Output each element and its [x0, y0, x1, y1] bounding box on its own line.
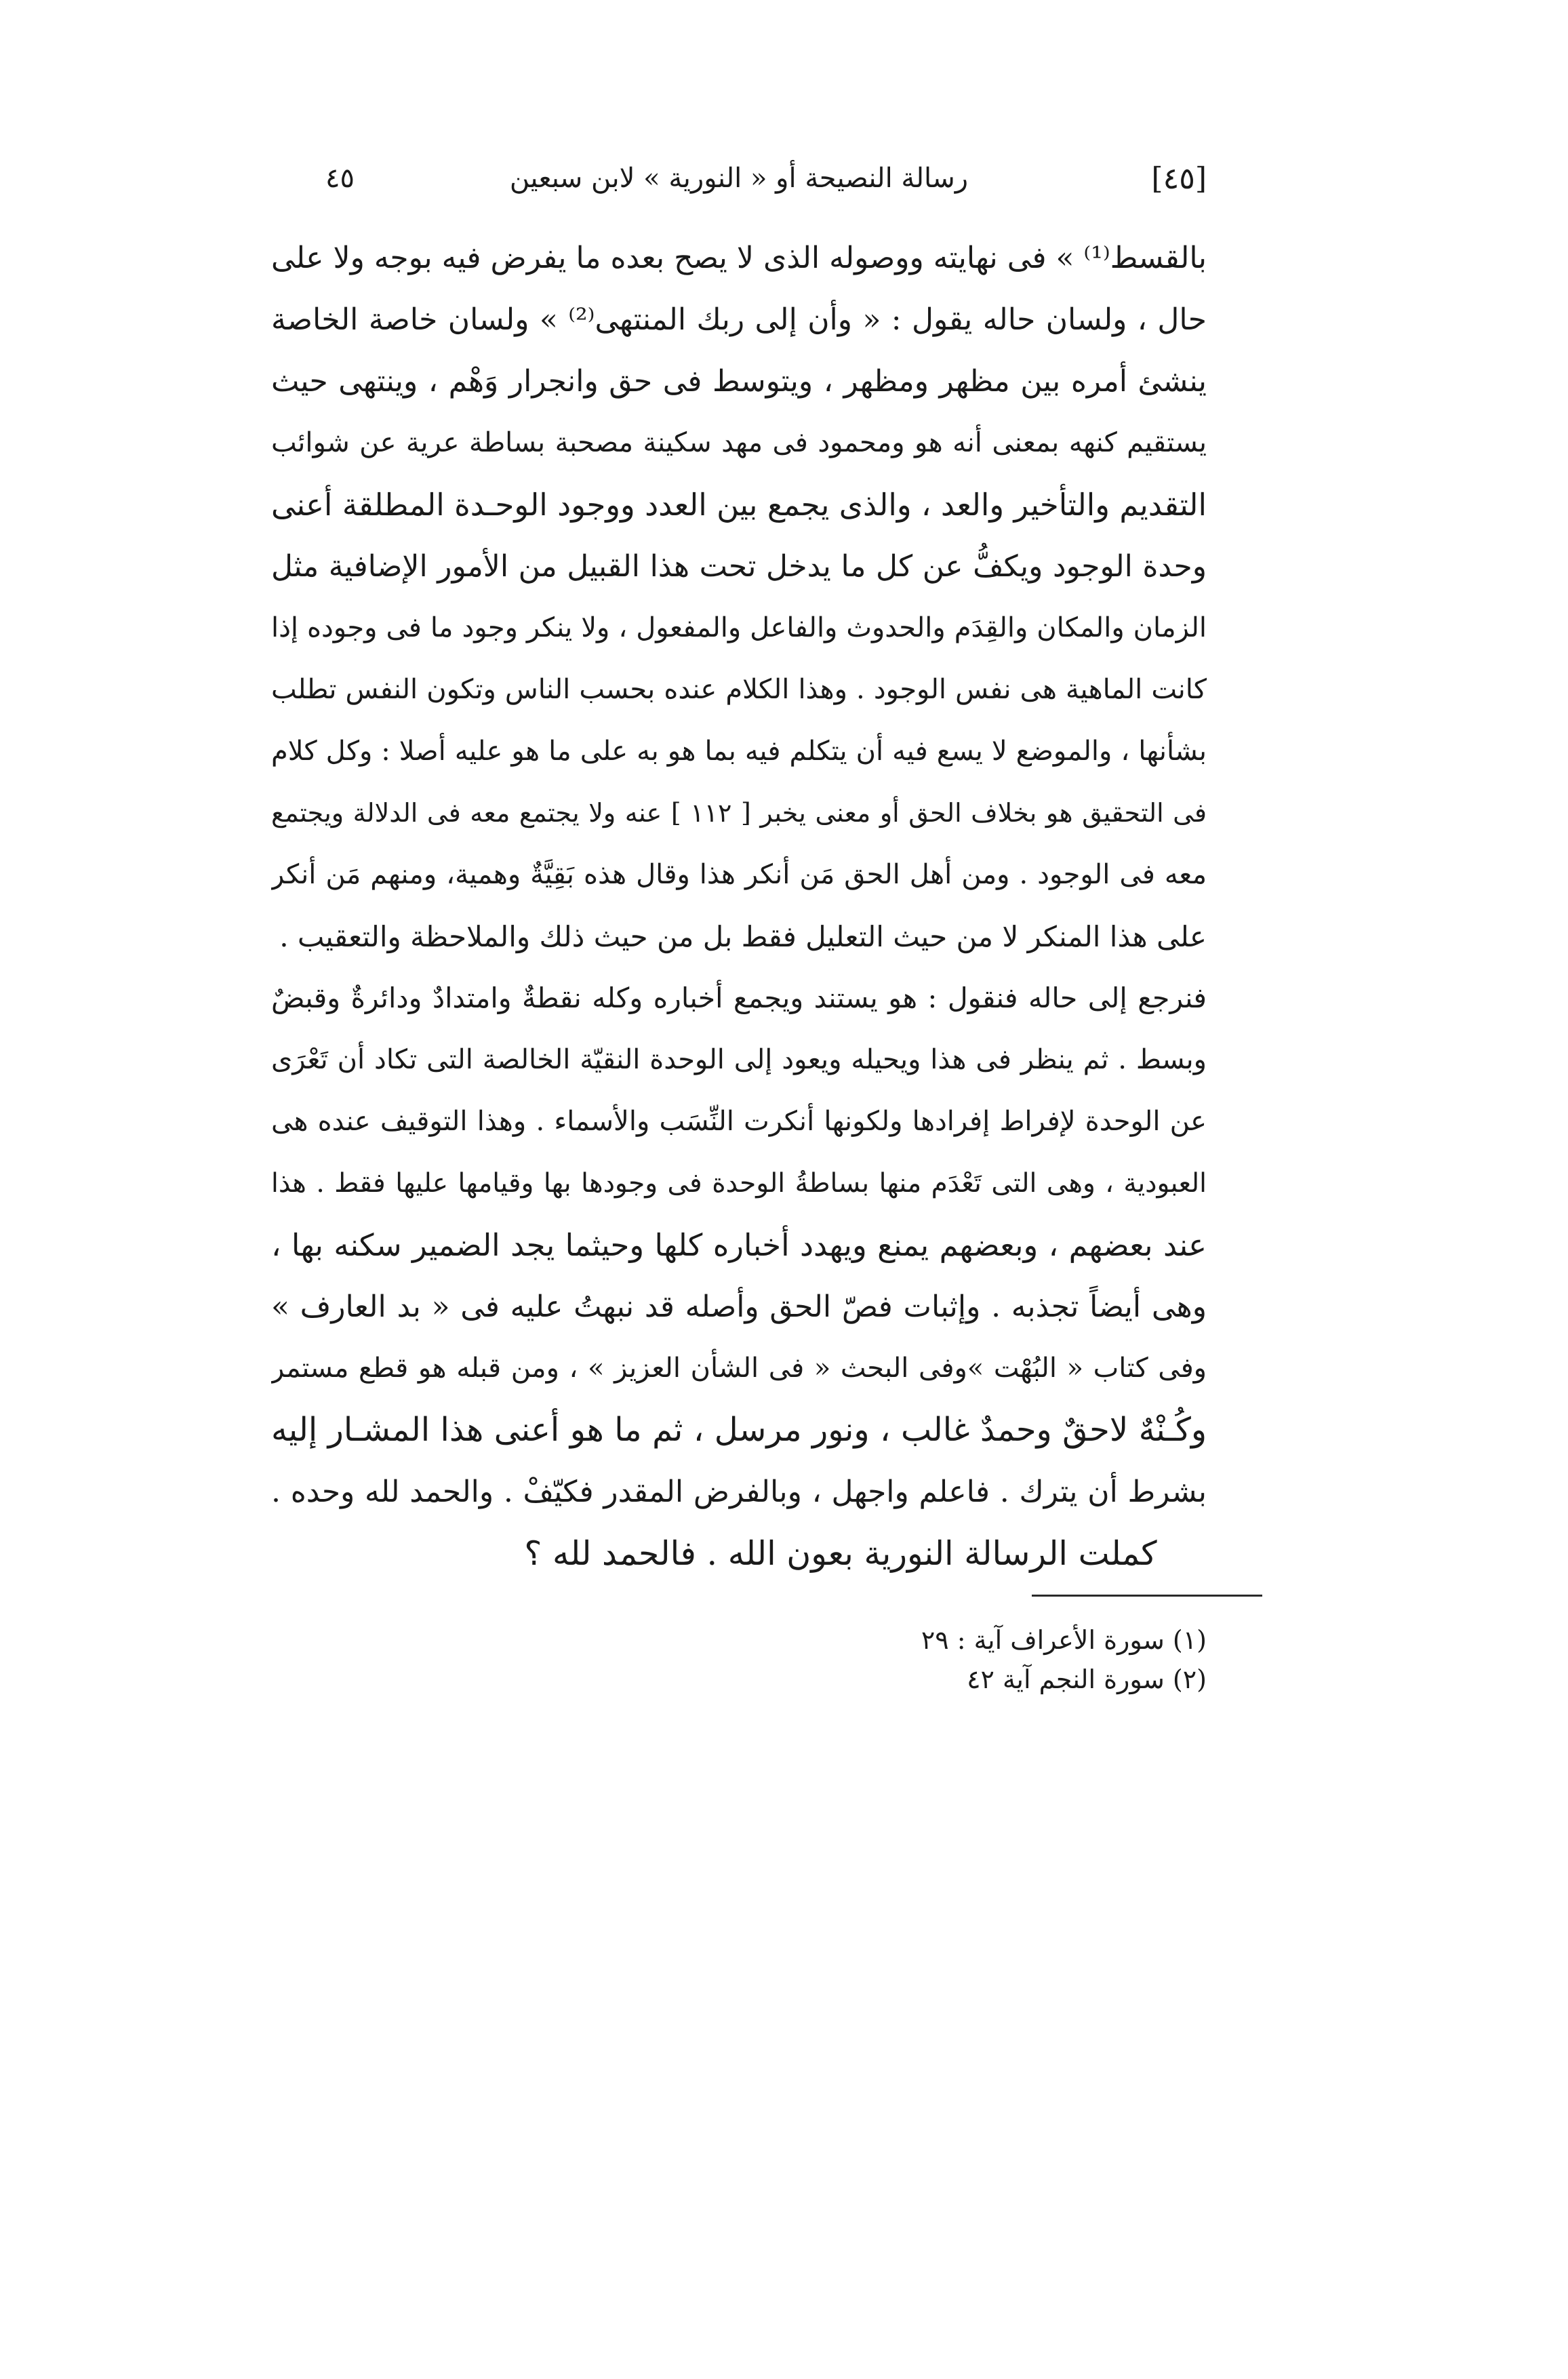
text-line: بشأنها ، والموضع لا يسع فيه أن يتكلم فيه بما هو به على ما هو عليه أصلا : وكل كلام: [271, 736, 1207, 767]
text-line: ينشئ أمره بين مظهر ومظهر ، ويتوسط فى حق وانجرار وَهْم ، وينتهى حيث: [271, 364, 1207, 399]
text-line: يستقيم كنهه بمعنى أنه هو ومحمود فى مهد سكينة مصحبة بساطة عرية عن شوائب: [271, 427, 1207, 458]
text-line: وكُـنْهٌ لاحقٌ وحمدٌ غالب ، ونور مرسل ، ثم ما هو أعنى هذا المشـار إليه: [271, 1411, 1207, 1449]
footnote: (٢) سورة النجم آية ٤٢: [967, 1664, 1207, 1694]
text-line: معه فى الوجود . ومن أهل الحق مَن أنكر هذا وقال هذه بَقِيَّةٌ وهمية، ومنهم مَن أنكر: [271, 859, 1207, 890]
text-line: عن الوحدة لإفراط إفرادها ولكونها أنكرت النِّسَب والأسماء . وهذا التوقيف عنده هى: [271, 1106, 1207, 1137]
text-line: على هذا المنكر لا من حيث التعليل فقط بل من حيث ذلك والملاحظة والتعقيب .: [279, 920, 1207, 953]
closing-line: كملت الرسالة النورية بعون الله . فالحمد لله ؟: [524, 1534, 1157, 1573]
text-line: كانت الماهية هى نفس الوجود . وهذا الكلام عنده بحسب الناس وتكون النفس تطلب: [271, 674, 1207, 705]
body-text: [271, 227, 1207, 1584]
header-bracketed-page-number: [٤٥]: [1151, 161, 1207, 196]
footnote-separator: [1032, 1595, 1262, 1597]
text-line: بالقسط⁽¹⁾ » فى نهايته ووصوله الذى لا يصح بعده ما يفرض فيه بوجه ولا على: [271, 241, 1207, 275]
text-line: التقديم والتأخير والعد ، والذى يجمع بين العدد ووجود الوحـدة المطلقة أعنى: [271, 487, 1207, 523]
text-line: وحدة الوجود ويكفُّ عن كل ما يدخل تحت هذا القبيل من الأمور الإضافية مثل: [271, 549, 1207, 584]
text-line: الزمان والمكان والقِدَم والحدوث والفاعل والمفعول ، ولا ينكر وجود ما فى وجوده إذا: [271, 612, 1207, 643]
text-line: بشرط أن يترك . فاعلم واجهل ، وبالفرض المقدر فكيّفْ . والحمد لله وحده .: [271, 1475, 1207, 1509]
footnote: (١) سورة الأعراف آية : ٢٩: [921, 1625, 1207, 1655]
text-line: حال ، ولسان حاله يقول : « وأن إلى ربك المنتهى⁽²⁾ » ولسان خاصة الخاصة: [271, 302, 1207, 337]
text-line: وهى أيضاً تجذبه . وإثبات فصّ الحق وأصله قد نبهتُ عليه فى « بد العارف »: [271, 1290, 1207, 1324]
text-line: عند بعضهم ، وبعضهم يمنع ويهدد أخباره كلها وحيثما يجد الضمير سكنه بها ،: [271, 1227, 1207, 1263]
text-line: فى التحقيق هو بخلاف الحق أو معنى يخبر [ ١١٢ ] عنه ولا يجتمع معه فى الدلالة ويجتمع: [271, 798, 1207, 828]
running-header: [271, 155, 1207, 209]
header-page-number: ٤٥: [325, 163, 355, 194]
text-line: وبسط . ثم ينظر فى هذا ويحيله ويعود إلى الوحدة النقيّة الخالصة التى تكاد أن تَعْرَى: [271, 1044, 1207, 1075]
footnotes: [610, 1620, 1207, 1699]
text-line: وفى كتاب « البُهْت »وفى البحث « فى الشأن العزيز » ، ومن قبله هو قطع مستمر: [271, 1353, 1207, 1384]
header-title: رسالة النصيحة أو « النورية » لابن سبعين: [509, 163, 969, 194]
text-line: فنرجع إلى حاله فنقول : هو يستند ويجمع أخباره وكله نقطةٌ وامتدادٌ ودائرةٌ وقبضٌ: [271, 982, 1207, 1014]
text-line: العبودية ، وهى التى تَعْدَم منها بساطةُ الوحدة فى وجودها بها وقيامها عليها فقط . هذا: [271, 1168, 1207, 1199]
